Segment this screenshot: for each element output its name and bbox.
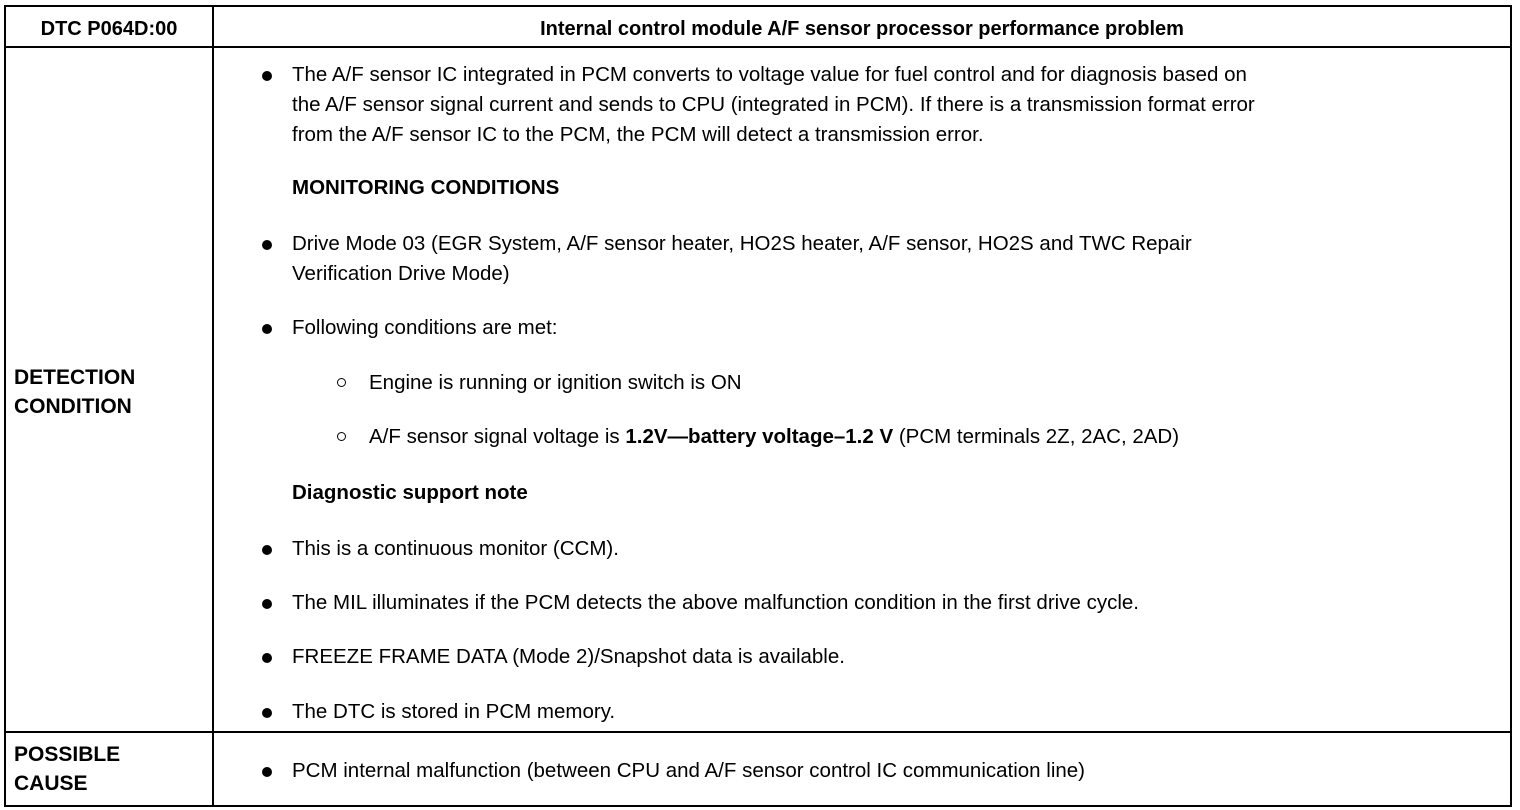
bullet-icon [262, 240, 272, 250]
possible-cause-label-line2: CAUSE [14, 772, 88, 795]
intro-line-3: from the A/F sensor IC to the PCM, the PCM will detect a transmission error. [292, 123, 984, 146]
column-divider [212, 7, 214, 805]
intro-line-2: the A/F sensor signal current and sends to CPU (integrated in PCM). If there is a transmission format error [292, 93, 1255, 116]
sub-item-voltage [369, 422, 1179, 452]
detection-label-line2: CONDITION [14, 395, 132, 418]
note-3: FREEZE FRAME DATA (Mode 2)/Snapshot data is available. [292, 645, 845, 668]
following-conditions: Following conditions are met: [292, 316, 558, 339]
sub-bullet-icon [337, 432, 346, 441]
note-4: The DTC is stored in PCM memory. [292, 700, 616, 723]
bullet-icon [262, 767, 272, 777]
support-heading: Diagnostic support note [292, 481, 528, 504]
note-1: This is a continuous monitor (CCM). [292, 537, 619, 560]
dtc-table [4, 5, 1512, 807]
bullet-icon [262, 324, 272, 334]
bullet-icon [262, 708, 272, 718]
drive-mode-line-2: Verification Drive Mode) [292, 262, 510, 285]
intro-line-1: The A/F sensor IC integrated in PCM converts to voltage value for fuel control and for diagnosis based on [292, 63, 1247, 86]
voltage-range: 1.2V—battery voltage–1.2 V [625, 425, 894, 448]
row-divider [6, 731, 1510, 733]
header-divider [6, 46, 1510, 48]
dtc-code: DTC P064D:00 [40, 18, 178, 40]
sub-bullet-icon [337, 378, 346, 387]
bullet-icon [262, 599, 272, 609]
detection-label-line1: DETECTION [14, 366, 136, 389]
drive-mode-line-1: Drive Mode 03 (EGR System, A/F sensor heater, HO2S heater, A/F sensor, HO2S and TWC Repair [292, 232, 1192, 255]
dtc-title: Internal control module A/F sensor processor performance problem [540, 18, 1184, 40]
note-2: The MIL illuminates if the PCM detects the above malfunction condition in the first drive cycle. [292, 591, 1139, 614]
monitoring-heading: MONITORING CONDITIONS [292, 176, 560, 199]
sub-item-engine: Engine is running or ignition switch is ON [369, 371, 742, 394]
voltage-prefix: A/F sensor signal voltage is [369, 425, 626, 448]
bullet-icon [262, 71, 272, 81]
bullet-icon [262, 545, 272, 555]
voltage-suffix: (PCM terminals 2Z, 2AC, 2AD) [893, 425, 1180, 448]
possible-cause-label-line1: POSSIBLE [14, 743, 121, 766]
bullet-icon [262, 653, 272, 663]
possible-cause-item: PCM internal malfunction (between CPU and A/F sensor control IC communication line) [292, 759, 1086, 782]
